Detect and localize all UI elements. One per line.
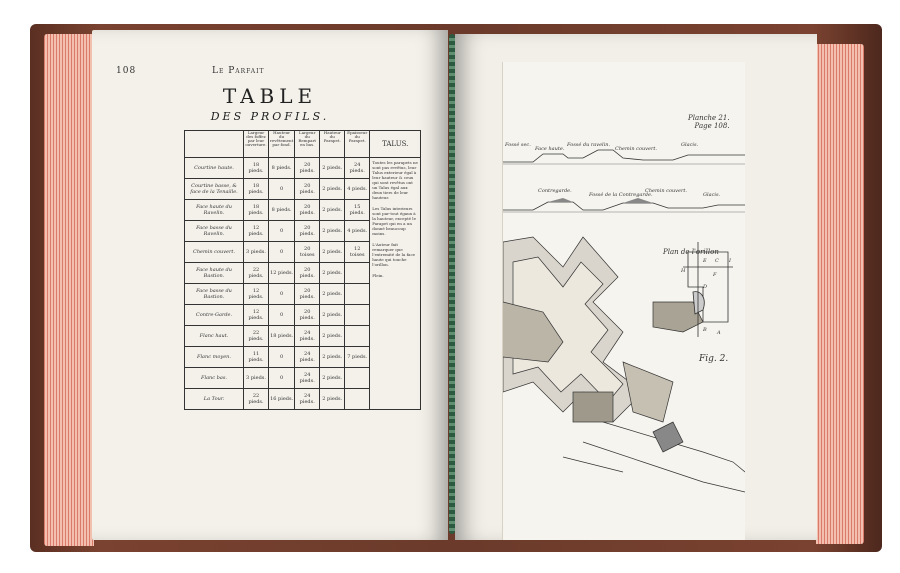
profile-label: Contregarde.	[538, 188, 572, 194]
table-cell: 22 pieds.	[244, 263, 269, 284]
table-cell: 2 pieds.	[320, 179, 345, 200]
table-cell: 12 pieds.	[269, 263, 295, 284]
column-header: Hauteur du Parapet.	[320, 131, 345, 158]
table-cell: 2 pieds.	[320, 284, 345, 305]
fortification-engraving	[503, 62, 745, 540]
table-cell: 20 pieds.	[295, 284, 320, 305]
open-book	[30, 24, 882, 552]
talus-note: L'Auteur fait remarquer que l'extremité de la face haute qui touche l'orillon.	[372, 242, 416, 267]
row-label: Face basse du Ravelin.	[185, 221, 244, 242]
row-label: Courtine haute.	[185, 158, 244, 179]
right-page-edges	[816, 44, 864, 544]
table-cell: 0	[269, 284, 295, 305]
table-cell: 2 pieds.	[320, 158, 345, 179]
table-cell: 8 pieds.	[269, 200, 295, 221]
profile-section-2	[503, 198, 745, 212]
profile-section-1	[503, 150, 745, 164]
table-cell: 2 pieds.	[320, 263, 345, 284]
table-cell: 20 toises	[295, 242, 320, 263]
table-cell: 4 pieds.	[345, 221, 370, 242]
profile-label: Face haute.	[535, 146, 565, 152]
row-label: Face haute du Ravelin.	[185, 200, 244, 221]
inset-letter: C	[715, 258, 719, 264]
column-header: Largeur du Rempart en bas.	[295, 131, 320, 158]
table-cell: 24 pieds.	[345, 158, 370, 179]
table-cell: 2 pieds.	[320, 326, 345, 347]
table-cell: 2 pieds.	[320, 389, 345, 410]
figure-label: Fig. 2.	[699, 354, 729, 364]
table-cell	[345, 263, 370, 284]
inset-title: Plan de l'orillon	[663, 248, 719, 256]
table-cell: 24 pieds.	[295, 389, 320, 410]
table-cell: 2 pieds.	[320, 221, 345, 242]
row-label: Flanc bas.	[185, 368, 244, 389]
table-cell: 3 pieds.	[244, 368, 269, 389]
row-label: Chemin couvert.	[185, 242, 244, 263]
profile-label: Glacis.	[703, 192, 721, 198]
table-cell: 12 toises	[345, 242, 370, 263]
row-label: Face haute du Bastion.	[185, 263, 244, 284]
talus-notes	[370, 158, 421, 410]
left-page	[92, 30, 448, 540]
row-label: Flanc moyen.	[185, 347, 244, 368]
talus-note: Toutes les parapets ne sont pas revêtus, leur Talus exterieur égal à leur hauteur & ceux qui sont revêtus ont un Talus égal aux deux tiers de leur hauteur.	[372, 160, 418, 200]
table-cell: 20 pieds.	[295, 179, 320, 200]
table-subtitle: DES PROFILS.	[210, 110, 330, 123]
row-label: La Tour.	[185, 389, 244, 410]
inset-letter: I	[729, 258, 731, 264]
table-cell: 16 pieds.	[269, 389, 295, 410]
table-cell	[345, 389, 370, 410]
table-header-row	[185, 131, 421, 158]
right-page	[455, 34, 817, 540]
inset-letter: F	[713, 272, 717, 278]
fortress-plan	[503, 237, 745, 492]
talus-note: Plein.	[372, 273, 384, 278]
table-cell: 12 pieds.	[244, 284, 269, 305]
profile-label: Fossé de la Contregarde.	[589, 192, 653, 198]
column-header: Hauteur du revêtement par fond.	[269, 131, 295, 158]
profile-label: Fossé du ravelin.	[567, 142, 611, 148]
table-cell: 18 pieds.	[244, 179, 269, 200]
table-cell: 15 pieds.	[345, 200, 370, 221]
table-cell: 20 pieds.	[295, 305, 320, 326]
table-cell: 18 pieds.	[269, 326, 295, 347]
table-cell: 24 pieds.	[295, 368, 320, 389]
talus-note: Les Talus interieurs sont par-tout égaux à la hauteur, excepté le Parapet qui en a un donné beaucoup moins.	[372, 206, 416, 236]
talus-header: TALUS.	[370, 131, 421, 158]
left-page-edges	[44, 34, 94, 546]
row-header-cell	[185, 131, 244, 158]
table-cell	[345, 368, 370, 389]
profiles-table	[184, 130, 421, 410]
profile-label: Glacis.	[681, 142, 699, 148]
profile-label: Fossé sec.	[505, 142, 531, 148]
table-cell: 0	[269, 368, 295, 389]
row-label: Contre-Garde.	[185, 305, 244, 326]
table-cell: 20 pieds.	[295, 221, 320, 242]
running-title: Le Parfait	[212, 66, 265, 76]
table-cell: 0	[269, 347, 295, 368]
profile-label: Chemin couvert.	[645, 188, 687, 194]
table-cell: 0	[269, 242, 295, 263]
table-cell: 20 pieds.	[295, 200, 320, 221]
table-cell: 2 pieds.	[320, 242, 345, 263]
row-label: Flanc haut.	[185, 326, 244, 347]
table-cell: 7 pieds.	[345, 347, 370, 368]
table-cell	[345, 284, 370, 305]
table-cell: 2 pieds.	[320, 368, 345, 389]
table-cell: 20 pieds.	[295, 158, 320, 179]
row-label: Courtine basse, & face de la Tenaille.	[185, 179, 244, 200]
table-cell: 2 pieds.	[320, 305, 345, 326]
table-cell: 20 pieds.	[295, 263, 320, 284]
table-cell: 22 pieds.	[244, 326, 269, 347]
folding-plate	[502, 62, 745, 540]
table-cell: 24 pieds.	[295, 326, 320, 347]
profile-label: Chemin couvert.	[615, 146, 657, 152]
table-cell: 3 pieds.	[244, 242, 269, 263]
plate-page: Page 108.	[694, 122, 730, 130]
page-number: 108	[116, 66, 137, 76]
inset-letter: H	[681, 268, 686, 274]
table-title: TABLE	[222, 84, 318, 108]
table-cell	[345, 305, 370, 326]
table-cell: 0	[269, 179, 295, 200]
table-cell: 12 pieds.	[244, 305, 269, 326]
table-cell: 0	[269, 221, 295, 242]
table-cell: 2 pieds.	[320, 200, 345, 221]
row-label: Face basse du Bastion.	[185, 284, 244, 305]
plate-number: Planche 21.	[688, 114, 730, 122]
column-header: Largeur des foffez par leur ouverture.	[244, 131, 269, 158]
inset-letter: B	[703, 327, 707, 333]
table-cell: 4 pieds.	[345, 179, 370, 200]
table-cell: 18 pieds.	[244, 200, 269, 221]
inset-letter: E	[703, 258, 707, 264]
inset-letter: D	[703, 284, 708, 290]
table-cell: 11 pieds.	[244, 347, 269, 368]
table-cell: 0	[269, 305, 295, 326]
table-row	[185, 158, 421, 179]
table-cell: 12 pieds.	[244, 221, 269, 242]
inset-letter: A	[717, 330, 721, 336]
table-cell: 24 pieds.	[295, 347, 320, 368]
column-header: Epaisseur du Parapet.	[345, 131, 370, 158]
table-cell: 22 pieds.	[244, 389, 269, 410]
table-cell: 2 pieds.	[320, 347, 345, 368]
table-cell: 18 pieds.	[244, 158, 269, 179]
table-cell: 8 pieds.	[269, 158, 295, 179]
table-cell	[345, 326, 370, 347]
